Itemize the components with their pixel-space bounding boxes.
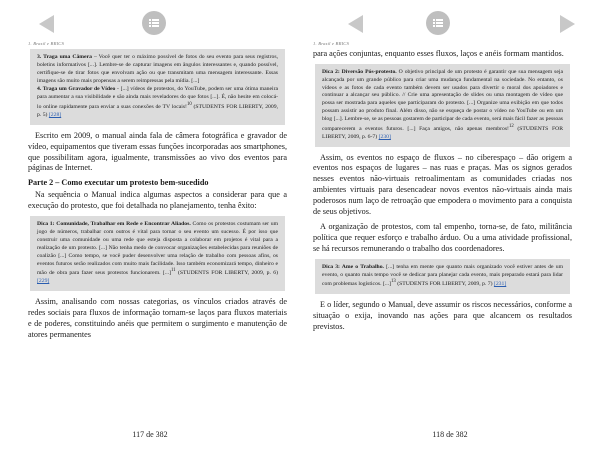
quote-item-text: Como os protestos costumam ser um jogo de números, trabalhar com outros é vital para tornar o seu evento um sucesso. É por isso que construir uma comunidade ou uma rede que esteja disposta a colaborar em projetos é vital para a realização de um protesto. [...] Não tenha medo de convocar organizações estabelecidas para reuniões de coalizão [...] Como tempo, se você puder desenvolver uma relação de trabalho com pessoas afins, os eventos futuros serão realizados com muito mais facilidade. Isso também economizará tempo, dinheiro e mão de obra para fazer seus protestos funcionarem. [...] [37,221,279,277]
block-quote [315,259,570,294]
reference-link[interactable]: [228] [48,111,62,118]
footnote-marker[interactable]: 11 [170,268,176,274]
triangle-right-icon [556,13,578,35]
block-quote [30,216,285,291]
reference-link[interactable]: [229] [37,278,50,285]
paragraph: E o líder, segundo o Manual, deve assumir os riscos necessários, conforme a situação o exija, inovando nas ações para que alcancem os resultados previstos. [313,300,572,331]
previous-page-button[interactable] [34,11,60,37]
paragraph: Escrito em 2009, o manual ainda fala de câmera fotográfica e gravador de vídeo, equipamentos que tiveram essas funções incorporadas aos smartphones, que possibilitam agora, igualmente, transmissões ao vivo dos eventos para páginas de Internet. [28,130,287,173]
citation: (STUDENTS FOR LIBERTY, 2009, p. 7) [395,281,494,288]
footnote-marker[interactable]: 13 [391,279,396,285]
left-page-content [28,49,287,345]
paragraph: A organização de protestos, com tal empenho, torna-se, de fato, militância política que requer esforço e trabalho árduo. Ou a uma atividade profissional, se há recursos remunerando o trabalho dos coordenadores. [313,221,572,253]
triangle-left-icon [345,13,367,35]
citation: (STUDENTS FOR LIBERTY, 2009, p. 6-7) [322,125,564,140]
paragraph: para ações conjuntas, enquanto esses fluxos, laços e anéis formam mantidos. [313,49,564,58]
page-number: 117 de 382 [132,430,168,439]
list-menu-icon [432,17,444,29]
quote-item-title: 4. Traga um Gravador de Vídeo [37,86,116,93]
paragraph: Assim, analisando com nossas categorias, os vínculos criados através de redes sociais para fluxos de informação tornam-se laços para fluxos materiais e de poderes, constituindo anéis que permitem o surgimento e manutenção de atores permanentes [28,296,287,339]
next-page-button[interactable] [554,11,580,37]
citation: (STUDENTS FOR LIBERTY, 2009, p. 6) [175,270,279,277]
quote-item-text: [...] tenha em mente que quanto mais organizado você estiver antes de um evento, o quanto mais tempo você se dedicar para planejar cada evento, mais preparado estará para lidar com problemas logísticos. [...] [322,263,564,288]
reference-link[interactable]: [231] [493,281,507,288]
paragraph: Assim, os eventos no espaço de fluxos – no ciberespaço – dão origem a eventos nos espaços de lugares – nas ruas e praças. Mas os signos gerados nesses eventos não-virtuais retroalimentam as comunidades criadas nos ambientes virtuais para desencadear novos eventos não-virtuais ainda mais poderosos num laço de retroação que empodera o movimento para a conquista de seus objetivos. [313,152,572,217]
running-head: 1. Brasil e BRICS [313,41,350,46]
previous-page-button[interactable] [343,11,369,37]
quote-item-title: Dica 1: Comunidade, Trabalhar em Rede e Encontrar Aliados. [37,221,191,228]
quote-item-text: O objetivo principal de um protesto é garantir que sua mensagem seja alcançada por um grande público para criar uma mudança fundamental na sociedade. No entanto, os vídeos e as fotos de cada evento também devem ser usados para divertir o moral dos apoiadores e continuar a alcançar seu público. // Crie uma apresentação de slides ou uma montagem de vídeo que possa ser mostrada para aqueles que participaram do protesto. [...] Organize uma exibição em que todos possam assistir ao produto final. Além disso, não se esqueça de postar o vídeo no YouTube ou em um blog [...]. Lembre-se, se as pessoas gostarem de participar de cada evento, será mais fácil fazer as pessoas comparecerem a eventos futuros. [...] Faça amigos, não apenas membros! [322,68,563,132]
menu-button[interactable] [142,11,166,35]
quote-item-title: Dica 2: Diversão Pós-protesto. [322,68,397,75]
menu-button[interactable] [426,11,450,35]
right-page [300,0,600,450]
right-page-content [313,49,572,337]
quote-item-text: – Você quer ter o máximo possível de fotos do seu evento para seus registros, boletins informativos [...]. Lembre-se de capturar imagens em ângulos interessantes e, quando possível, certifique-se de tirar fotos que envolvam ação ou que transmitam uma mensagem interessante. Essas imagens são muito mais propensas a serem reimpressas pela mídia. [...] [37,54,279,84]
section-heading: Parte 2 – Como executar um protesto bem-sucedido [28,178,209,188]
running-head: 1. Brasil e BRICS [28,41,65,46]
paragraph: Na sequência o Manual indica algumas aspectos a considerar para que a execução do protesto, que foi detalhada no planejamento, tenha êxito: [28,190,287,211]
reference-link[interactable]: [230] [378,133,391,140]
footnote-marker[interactable]: 10 [186,102,192,108]
quote-item-text: - [...] vídeos de protestos, do YouTube, podem ser uma ótima maneira para aumentar a sua visibilidade e são ainda mais reveladores do que fotos [...]. É, não hesite em colocá-lo online rapidamente para enviar a suas conexões de TV locais! [37,86,278,111]
block-quote [315,64,570,147]
citation: (STUDENTS FOR LIBERTY, 2009, p. 5) [37,104,278,118]
footnote-marker[interactable]: 12 [508,123,514,129]
page-number: 118 de 382 [432,430,468,439]
list-menu-icon [148,17,160,29]
quote-item-title: 3. Traga uma Câmera [37,54,92,60]
quote-item-title: Dica 3: Ame o Trabalho. [322,263,384,270]
block-quote [30,49,285,125]
triangle-left-icon [36,13,58,35]
